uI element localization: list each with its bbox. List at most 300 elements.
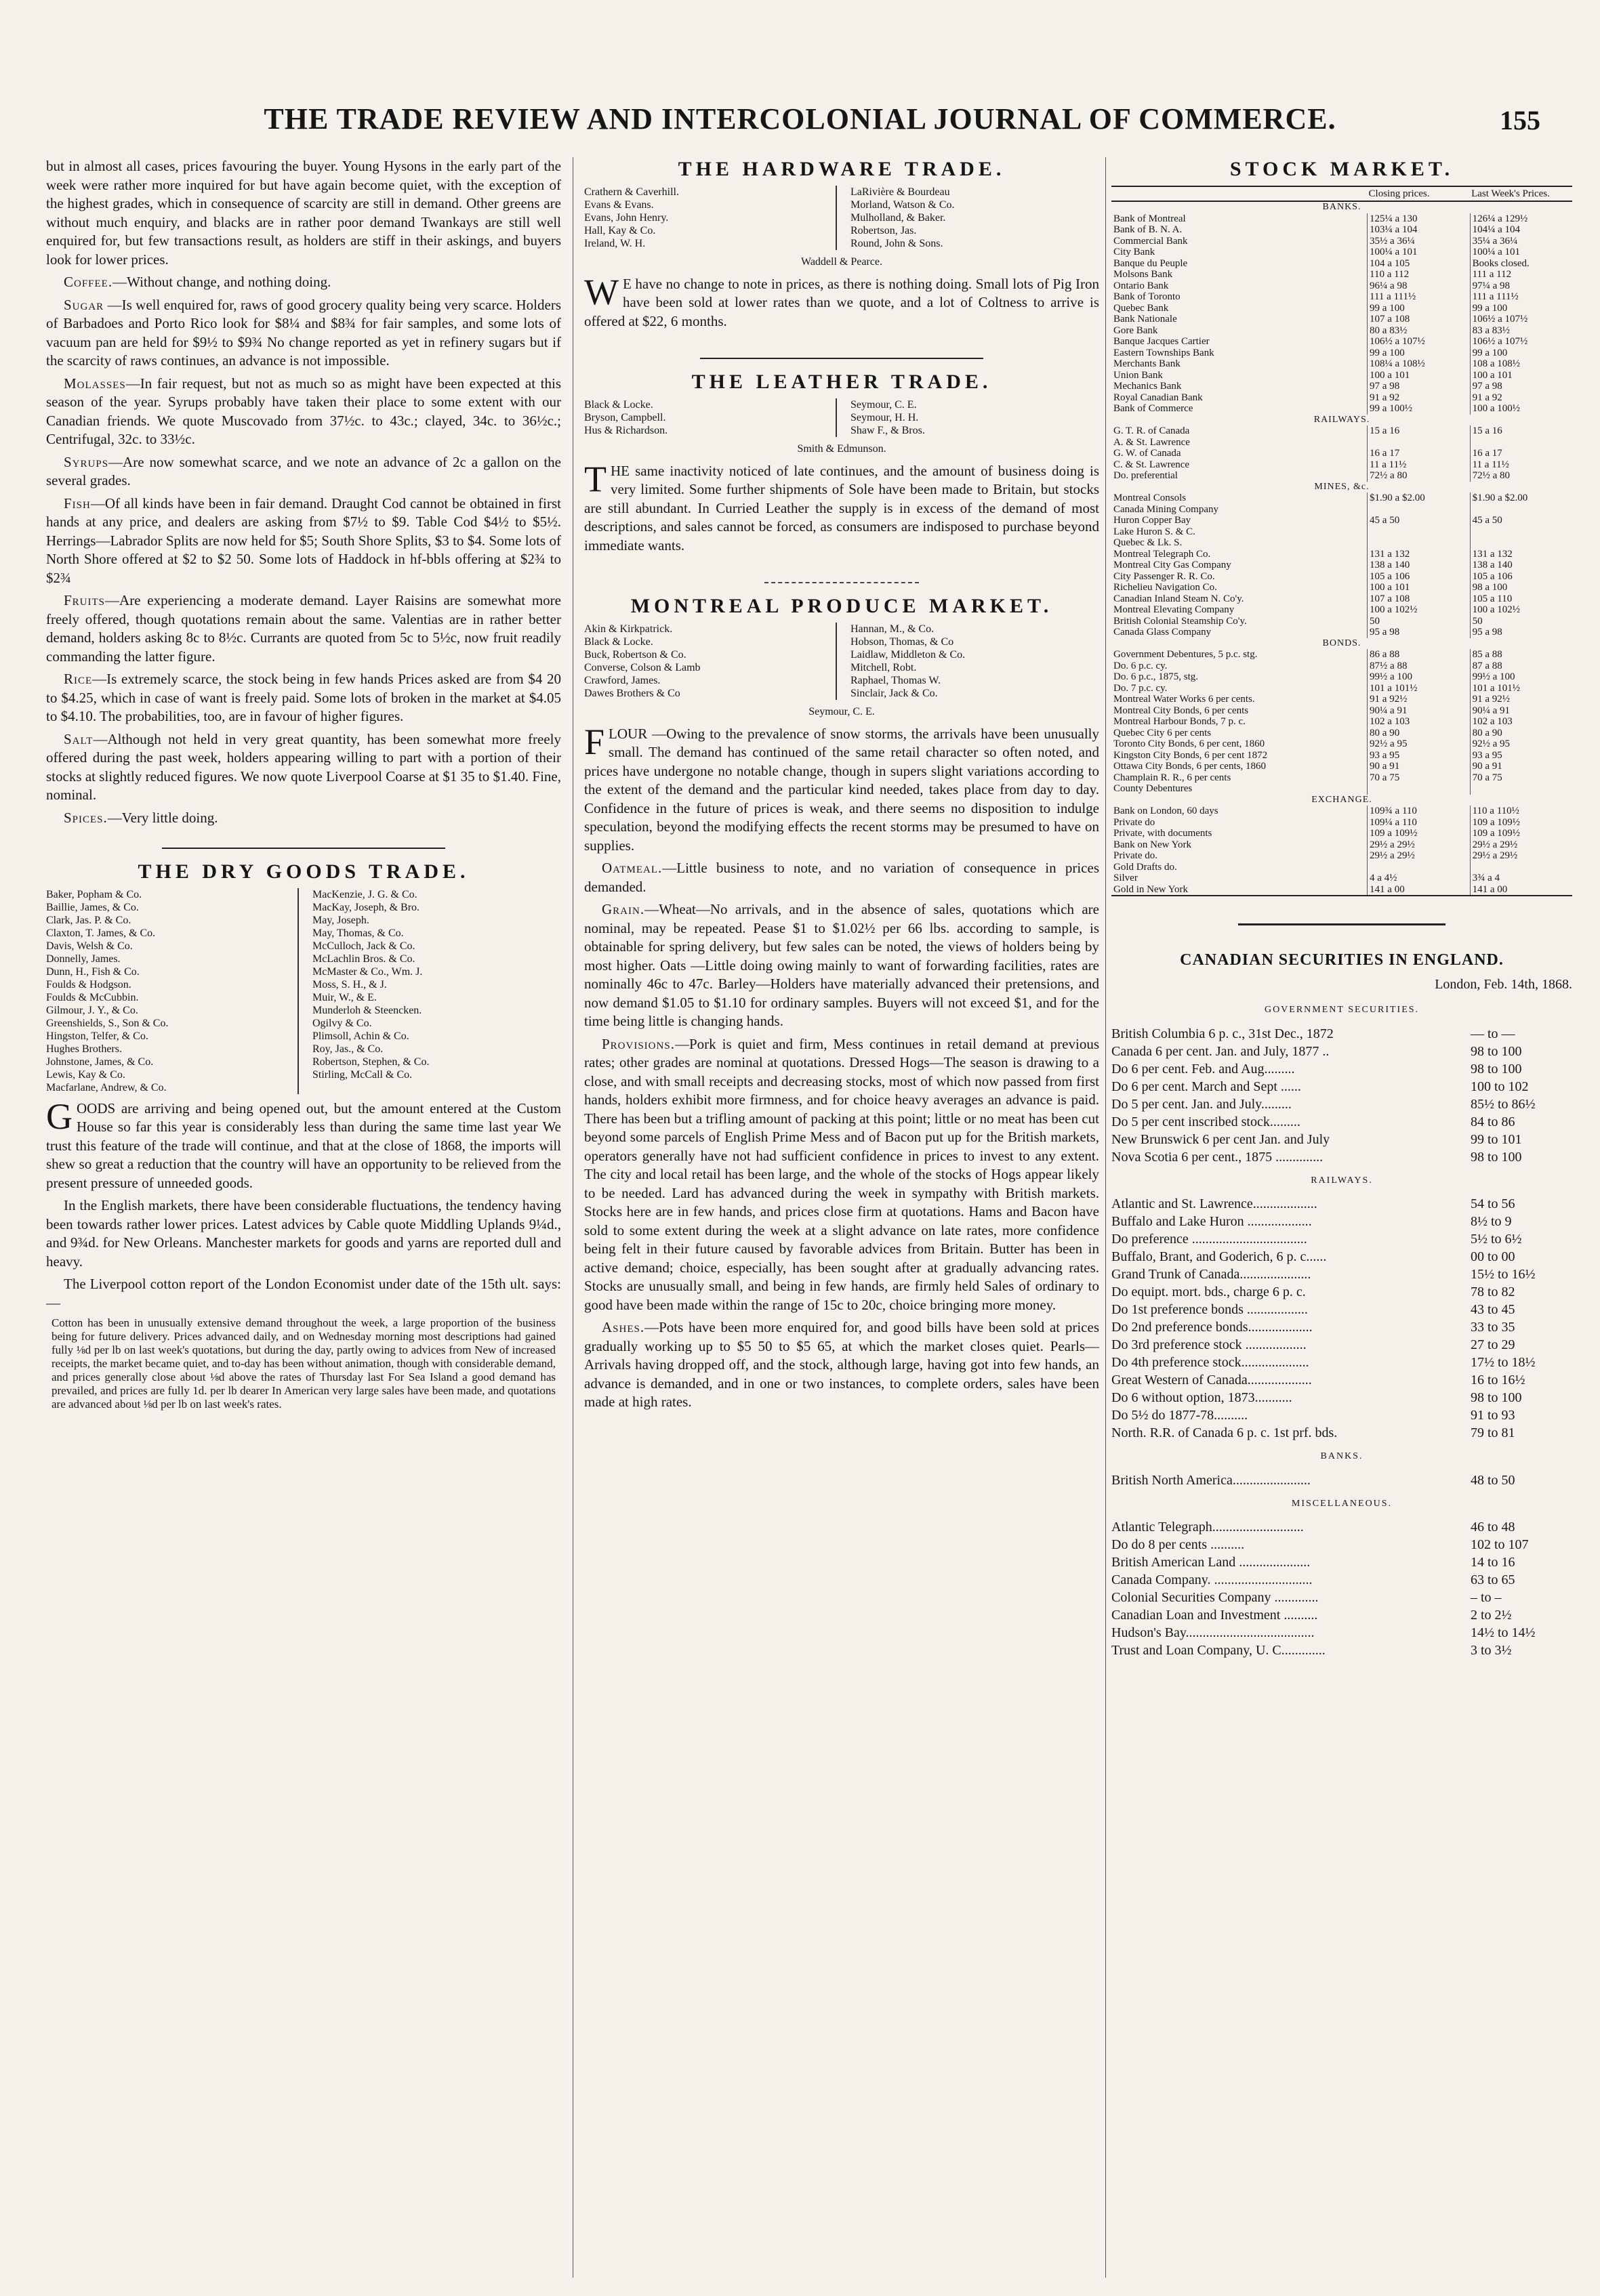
firm-name: Dunn, H., Fish & Co. xyxy=(46,965,140,978)
firm-name: Foulds & Hodgson. xyxy=(46,978,131,990)
security-row xyxy=(1111,1095,1572,1113)
security-row xyxy=(1111,1406,1572,1424)
last-week-price: 97¼ a 98 xyxy=(1470,280,1572,292)
firm-name: Greenshields, S., Son & Co. xyxy=(46,1017,169,1029)
stock-row xyxy=(1111,560,1572,571)
last-week-price: 72½ a 80 xyxy=(1470,470,1572,482)
security-price: 17½ to 18½ xyxy=(1471,1355,1536,1370)
firm-name: Munderloh & Steencken. xyxy=(312,1004,422,1016)
security-price: 43 to 45 xyxy=(1471,1302,1515,1317)
stock-name: G. W. of Canada xyxy=(1113,448,1181,459)
firm-name: Black & Locke. xyxy=(584,635,653,648)
stock-name: C. & St. Lawrence xyxy=(1113,459,1190,470)
last-week-price: 100 a 101 xyxy=(1470,370,1572,381)
closing-price: 86 a 88 xyxy=(1368,649,1471,661)
firm-name: Hobson, Thomas, & Co xyxy=(850,635,954,648)
stock-row xyxy=(1111,515,1572,526)
dry-goods-paragraph-2: In the English markets, there have been considerable fluctuations, the tendency having been towards rather lower prices. Latest advices by Cable quote Middling Uplands 9¼d., and 9¾d. for New Orleans. Manchester markets for goods and yarns are reported dull and heavy. xyxy=(46,1197,561,1270)
closing-price: 15 a 16 xyxy=(1368,425,1471,437)
stock-row xyxy=(1111,236,1572,247)
last-week-price: 99 a 100 xyxy=(1470,303,1572,314)
stock-row xyxy=(1111,291,1572,303)
firm-name: Evans & Evans. xyxy=(584,199,654,211)
security-row xyxy=(1111,1471,1572,1489)
security-row xyxy=(1111,1536,1572,1553)
security-row xyxy=(1111,1301,1572,1318)
security-name: Do 5 per cent. Jan. and July......... xyxy=(1111,1096,1292,1112)
security-name: Do equipt. mort. bds., charge 6 p. c. xyxy=(1111,1285,1306,1299)
last-week-price: Books closed. xyxy=(1470,258,1572,270)
item-text: —Of all kinds have been in fair demand. Draught Cod cannot be obtained in first hands at any price, and dealers are asking from $7½ to $9. Table Cod $4½ to $5½. Herrings—Labrador Splits are now held for $5; South Shore Splits, $3 to $4. Some lots of North Shore offered at $2 to $2 50. Some lots of Haddock in hf-bbls offering at $2¾ to $2¾ xyxy=(46,495,561,586)
stock-name: Bank Nationale xyxy=(1113,314,1177,325)
stock-name: Kingston City Bonds, 6 per cent 1872 xyxy=(1113,749,1268,761)
security-name: Canada Company. ............................. xyxy=(1111,1572,1313,1587)
firm-name: Roy, Jas., & Co. xyxy=(312,1043,384,1055)
closing-price: 16 a 17 xyxy=(1368,448,1471,459)
firm-name: MacKay, Joseph, & Bro. xyxy=(312,901,420,913)
stock-group-name: BONDS. xyxy=(1322,638,1361,648)
stock-name: Mechanics Bank xyxy=(1113,381,1182,392)
firm-name: Baillie, James, & Co. xyxy=(46,901,139,913)
firm-name: McLachlin Bros. & Co. xyxy=(312,953,415,965)
stock-row xyxy=(1111,683,1572,694)
col-header-name xyxy=(1111,186,1368,202)
closing-price: 99 a 100 xyxy=(1368,348,1471,359)
security-row xyxy=(1111,1318,1572,1336)
last-week-price: 90 a 91 xyxy=(1470,761,1572,772)
security-price: 2 to 2½ xyxy=(1471,1608,1512,1623)
security-price: 79 to 81 xyxy=(1471,1425,1515,1440)
item-label: Salt xyxy=(64,730,94,747)
stock-name: Lake Huron S. & C. xyxy=(1113,526,1195,537)
market-item xyxy=(46,296,561,371)
stock-name: Banque du Peuple xyxy=(1113,257,1188,269)
security-price: 14 to 16 xyxy=(1471,1555,1515,1570)
security-row xyxy=(1111,1371,1572,1389)
stock-name: Montreal Telegraph Co. xyxy=(1113,548,1211,560)
leather-firms-foot: Smith & Edmunson. xyxy=(797,442,886,455)
dry-goods-firms xyxy=(46,888,561,1094)
col-header-last-week: Last Week's Prices. xyxy=(1470,186,1572,202)
market-item xyxy=(46,670,561,726)
produce-title: MONTREAL PRODUCE MARKET. xyxy=(630,595,1053,617)
item-label: Fish xyxy=(64,495,91,512)
stock-row xyxy=(1111,370,1572,381)
last-week-price: 109 a 109½ xyxy=(1470,817,1572,829)
stock-row xyxy=(1111,862,1572,873)
stock-group-header xyxy=(1111,482,1572,493)
security-name: British North America....................... xyxy=(1111,1472,1311,1488)
stock-name: Montreal City Bonds, 6 per cents xyxy=(1113,705,1249,716)
last-week-price: 99 a 100 xyxy=(1470,348,1572,359)
firm-name: Gilmour, J. Y., & Co. xyxy=(46,1004,138,1016)
security-name: British Columbia 6 p. c., 31st Dec., 1872 xyxy=(1111,1026,1334,1041)
stock-row xyxy=(1111,504,1572,516)
stock-row xyxy=(1111,839,1572,851)
stock-name: Canadian Inland Steam N. Co'y. xyxy=(1113,593,1244,604)
stock-name: Huron Copper Bay xyxy=(1113,515,1191,526)
security-name: Canada 6 per cent. Jan. and July, 1877 .. xyxy=(1111,1043,1330,1059)
security-name: Grand Trunk of Canada..................... xyxy=(1111,1267,1311,1282)
security-price: 63 to 65 xyxy=(1471,1572,1515,1587)
last-week-price xyxy=(1470,537,1572,549)
security-name: Do 5½ do 1877-78.......... xyxy=(1111,1408,1248,1423)
stock-name: G. T. R. of Canada xyxy=(1113,425,1190,436)
stock-row xyxy=(1111,671,1572,683)
stock-row xyxy=(1111,817,1572,829)
firm-name: Seymour, H. H. xyxy=(850,411,919,423)
item-text: —Although not held in very great quantity, has been somewhat more freely offered during the past week, holders appearing willing to part with a portion of their stocks at slightly reduced figures. We now quote Liverpool Coarse at $1 35 to $1.40. Fine, nominal. xyxy=(46,730,561,803)
stock-group-name: MINES, &c. xyxy=(1314,481,1370,492)
last-week-price: 91 a 92½ xyxy=(1470,694,1572,705)
securities-subheading: MISCELLANEOUS. xyxy=(1291,1498,1393,1509)
stock-group-header xyxy=(1111,201,1572,213)
market-item xyxy=(584,900,1099,1031)
section-divider xyxy=(700,358,983,359)
stock-row xyxy=(1111,358,1572,370)
stock-row xyxy=(1111,593,1572,605)
section-divider xyxy=(162,848,445,849)
stock-name: Gold in New York xyxy=(1113,883,1189,895)
item-label: Ashes. xyxy=(602,1319,645,1335)
closing-price: 91 a 92 xyxy=(1368,392,1471,404)
firm-name: Buck, Robertson & Co. xyxy=(584,648,686,661)
security-price: 54 to 56 xyxy=(1471,1196,1515,1211)
column-right xyxy=(1111,157,1572,2278)
stock-name: Government Debentures, 5 p.c. stg. xyxy=(1113,649,1258,660)
produce-items xyxy=(584,859,1099,1412)
last-week-price: 126¼ a 129½ xyxy=(1470,213,1572,225)
security-name: Do 6 per cent. Feb. and Aug......... xyxy=(1111,1061,1295,1077)
firm-name: Hughes Brothers. xyxy=(46,1043,122,1055)
security-name: Atlantic and St. Lawrence................... xyxy=(1111,1196,1317,1211)
security-row xyxy=(1111,1131,1572,1148)
stock-row xyxy=(1111,783,1572,795)
security-name: Do 6 per cent. March and Sept ...... xyxy=(1111,1079,1301,1094)
market-item xyxy=(46,273,561,292)
firm-name: Seymour, C. E. xyxy=(850,398,917,411)
firm-name: Lewis, Kay & Co. xyxy=(46,1068,125,1081)
closing-price: 99 a 100½ xyxy=(1368,403,1471,415)
item-label: Sugar xyxy=(64,296,104,313)
last-week-price: 131 a 132 xyxy=(1470,549,1572,560)
stock-name: Royal Canadian Bank xyxy=(1113,392,1203,403)
stock-row xyxy=(1111,213,1572,225)
stock-row xyxy=(1111,303,1572,314)
security-price: 99 to 101 xyxy=(1471,1131,1522,1147)
closing-price: 108¼ a 108½ xyxy=(1368,358,1471,370)
stock-row xyxy=(1111,772,1572,784)
last-week-price: 35¼ a 36¼ xyxy=(1470,236,1572,247)
security-row xyxy=(1111,1389,1572,1406)
stock-name: Ottawa City Bonds, 6 per cents, 1860 xyxy=(1113,761,1266,772)
stock-name: Champlain R. R., 6 per cents xyxy=(1113,772,1231,783)
security-name: Do preference .................................. xyxy=(1111,1232,1307,1247)
column-middle xyxy=(584,157,1099,2278)
last-week-price: 101 a 101½ xyxy=(1470,683,1572,694)
securities-subheading: RAILWAYS. xyxy=(1311,1175,1373,1186)
stock-row xyxy=(1111,459,1572,471)
stock-row xyxy=(1111,694,1572,705)
stock-row xyxy=(1111,850,1572,862)
stock-row xyxy=(1111,806,1572,817)
security-row xyxy=(1111,1078,1572,1095)
security-name: Do 2nd preference bonds................... xyxy=(1111,1320,1313,1335)
last-week-price: 87 a 88 xyxy=(1470,661,1572,672)
stock-row xyxy=(1111,750,1572,761)
stock-row xyxy=(1111,280,1572,292)
security-name: Do 5 per cent inscribed stock......... xyxy=(1111,1114,1300,1129)
stock-name: Merchants Bank xyxy=(1113,358,1181,369)
security-row xyxy=(1111,1230,1572,1248)
closing-price: 104 a 105 xyxy=(1368,258,1471,270)
security-price: – to – xyxy=(1471,1590,1502,1605)
security-price: 15½ to 16½ xyxy=(1471,1267,1536,1282)
firm-name: Laidlaw, Middleton & Co. xyxy=(850,648,966,661)
closing-price: 109¼ a 110 xyxy=(1368,817,1471,829)
closing-price: 70 a 75 xyxy=(1368,772,1471,784)
security-price: 46 to 48 xyxy=(1471,1520,1515,1535)
closing-price: 101 a 101½ xyxy=(1368,683,1471,694)
security-price: 33 to 35 xyxy=(1471,1320,1515,1335)
column-left xyxy=(46,157,561,2278)
firm-name: Davis, Welsh & Co. xyxy=(46,940,133,952)
security-name: Do 1st preference bonds .................. xyxy=(1111,1302,1308,1317)
last-week-price: 98 a 100 xyxy=(1470,582,1572,593)
stock-name: Ontario Bank xyxy=(1113,280,1169,291)
closing-price: 11 a 11½ xyxy=(1368,459,1471,471)
hardware-firms-foot: Waddell & Pearce. xyxy=(801,255,882,268)
firm-name: MacKenzie, J. G. & Co. xyxy=(312,888,417,900)
closing-price: 109 a 109½ xyxy=(1368,828,1471,839)
security-row xyxy=(1111,1354,1572,1371)
last-week-price xyxy=(1470,783,1572,795)
security-price: 27 to 29 xyxy=(1471,1337,1515,1352)
stock-name: Banque Jacques Cartier xyxy=(1113,336,1210,347)
firm-name: May, Joseph. xyxy=(312,914,369,926)
stock-name: City Bank xyxy=(1113,247,1155,257)
last-week-price: 85 a 88 xyxy=(1470,649,1572,661)
stock-table-header xyxy=(1111,186,1572,202)
last-week-price: 11 a 11½ xyxy=(1470,459,1572,471)
security-price: 8½ to 9 xyxy=(1471,1214,1512,1229)
firm-name: Plimsoll, Achin & Co. xyxy=(312,1030,409,1042)
closing-price xyxy=(1368,504,1471,516)
stock-row xyxy=(1111,425,1572,437)
security-row xyxy=(1111,1148,1572,1166)
security-name: New Brunswick 6 per cent Jan. and July xyxy=(1111,1131,1330,1147)
firm-name: Johnstone, James, & Co. xyxy=(46,1056,154,1068)
security-price: 85½ to 86½ xyxy=(1471,1096,1536,1112)
security-price: 3 to 3½ xyxy=(1471,1643,1512,1658)
closing-price xyxy=(1368,862,1471,873)
security-price: — to — xyxy=(1471,1026,1515,1041)
security-row xyxy=(1111,1060,1572,1078)
securities-list xyxy=(1111,1001,1572,1659)
closing-price: 105 a 106 xyxy=(1368,571,1471,583)
stock-name: Bank of Toronto xyxy=(1113,291,1181,302)
item-label: Molasses xyxy=(64,375,126,392)
firm-name: Ireland, W. H. xyxy=(584,237,646,249)
stock-name: Eastern Townships Bank xyxy=(1113,347,1214,358)
last-week-price: 106½ a 107½ xyxy=(1470,314,1572,325)
security-row xyxy=(1111,1606,1572,1624)
security-name: Buffalo, Brant, and Goderich, 6 p. c...... xyxy=(1111,1249,1327,1264)
closing-price: 95 a 98 xyxy=(1368,627,1471,638)
security-name: Atlantic Telegraph........................... xyxy=(1111,1520,1304,1535)
security-row xyxy=(1111,1248,1572,1266)
closing-price: 107 a 108 xyxy=(1368,593,1471,605)
stock-name: Quebec City 6 per cents xyxy=(1113,727,1212,738)
firms-right-list xyxy=(846,186,1099,250)
page-number: 155 xyxy=(1500,105,1540,135)
item-label: Provisions. xyxy=(602,1035,675,1052)
item-text: —Is well enquired for, raws of good grocery quality being very scarce. Holders of Barbadoes and Porto Rico look for $8¼ and $8¾ for fair samples, and some lots of vacuum pan are held for $9½ to $9¾ No change reported as yet in refinery sugars but if the scarcity of raws continues, an advance is not impossible. xyxy=(46,296,561,369)
firms-left-list xyxy=(584,398,837,437)
stock-name: Private, with documents xyxy=(1113,828,1212,839)
column-rule-2 xyxy=(1105,157,1106,2278)
firms-left-list xyxy=(584,623,837,700)
stock-row xyxy=(1111,828,1572,839)
stock-row xyxy=(1111,526,1572,538)
stock-row xyxy=(1111,403,1572,415)
stock-name: Quebec Bank xyxy=(1113,302,1169,314)
stock-row xyxy=(1111,336,1572,348)
dry-goods-paragraph-3: The Liverpool cotton report of the London Economist under date of the 15th ult. says:— xyxy=(46,1276,561,1311)
produce-firms xyxy=(584,623,1099,700)
closing-price: 106½ a 107½ xyxy=(1368,336,1471,348)
firm-name: Robertson, Jas. xyxy=(850,224,917,236)
last-week-price: 3¾ a 4 xyxy=(1470,873,1572,884)
security-name: Do do 8 per cents .......... xyxy=(1111,1537,1245,1552)
stock-name: Bank of B. N. A. xyxy=(1113,224,1183,235)
firms-left-list xyxy=(584,186,837,250)
closing-price xyxy=(1368,526,1471,538)
hardware-firms xyxy=(584,186,1099,250)
stock-row xyxy=(1111,661,1572,672)
stock-name: Private do. xyxy=(1113,850,1157,861)
section-divider xyxy=(764,582,919,583)
security-row xyxy=(1111,1113,1572,1131)
stock-name: Do. 6 p.c., 1875, stg. xyxy=(1113,671,1198,682)
last-week-price: 99½ a 100 xyxy=(1470,671,1572,683)
closing-price: 45 a 50 xyxy=(1368,515,1471,526)
stock-row xyxy=(1111,381,1572,392)
firms-right-list xyxy=(846,398,1099,437)
stock-group-name: RAILWAYS. xyxy=(1313,414,1370,425)
firm-name: Moss, S. H., & J. xyxy=(312,978,387,990)
stock-name: Canada Mining Company xyxy=(1113,503,1218,515)
last-week-price: 111 a 112 xyxy=(1470,269,1572,280)
closing-price: 80 a 83½ xyxy=(1368,325,1471,337)
security-row xyxy=(1111,1043,1572,1060)
closing-price: 91 a 92½ xyxy=(1368,694,1471,705)
produce-firms-foot: Seymour, C. E. xyxy=(808,705,875,717)
last-week-price: 45 a 50 xyxy=(1470,515,1572,526)
firm-name: Black & Locke. xyxy=(584,398,653,411)
closing-price: 92½ a 95 xyxy=(1368,738,1471,750)
last-week-price: 83 a 83½ xyxy=(1470,325,1572,337)
last-week-price: 16 a 17 xyxy=(1470,448,1572,459)
closing-price: 99½ a 100 xyxy=(1368,671,1471,683)
last-week-price: 90¼ a 91 xyxy=(1470,705,1572,717)
closing-price: 35½ a 36¼ xyxy=(1368,236,1471,247)
closing-price: 107 a 108 xyxy=(1368,314,1471,325)
closing-price: 4 a 4½ xyxy=(1368,873,1471,884)
stock-row xyxy=(1111,269,1572,280)
tea-paragraph: but in almost all cases, prices favouring the buyer. Young Hysons in the early part of the week were rather more inquired for but have again become quiet, with the exception of the highest grades, which in consequence of scarcity are still in demand. Other greens are without much enquiry, and blacks are in rather poor demand Twankays are still well enquired for, but few transactions result, as holders are stiff in their askings, and buyers look for lower prices. xyxy=(46,158,561,268)
stock-name: Montreal Water Works 6 per cents. xyxy=(1113,694,1255,705)
stock-group-header xyxy=(1111,638,1572,650)
grocery-items xyxy=(46,273,561,827)
hardware-title: THE HARDWARE TRADE. xyxy=(678,158,1006,180)
item-text: —Little business to note, and no variation of consequence in prices demanded. xyxy=(584,860,1099,895)
dry-goods-paragraph-1: GOODS are arriving and being opened out, but the amount entered at the Custom House so far this year is considerably less than during the same time last year We trust this feature of the trade will continue, and that at the close of 1868, the imports will shew so great a reduction that the country will have an opportunity to be relieved from the present pressure of unneeded goods. xyxy=(46,1095,561,1191)
closing-price: 93 a 95 xyxy=(1368,750,1471,761)
last-week-price: 100¼ a 101 xyxy=(1470,247,1572,258)
security-price: 00 to 00 xyxy=(1471,1249,1515,1264)
last-week-price: 100 a 100½ xyxy=(1470,403,1572,415)
security-name: Do 3rd preference stock .................. xyxy=(1111,1337,1307,1352)
stock-name: Do. 6 p.c. cy. xyxy=(1113,660,1168,671)
item-label: Rice xyxy=(64,671,93,687)
securities-subheading: BANKS. xyxy=(1320,1451,1363,1461)
stock-name: Molsons Bank xyxy=(1113,269,1173,280)
firm-name: Mitchell, Robt. xyxy=(850,661,917,673)
firm-name: Morland, Watson & Co. xyxy=(850,199,955,211)
security-price: 78 to 82 xyxy=(1471,1285,1515,1299)
stock-name: County Debentures xyxy=(1113,783,1193,794)
stock-name: Richelieu Navigation Co. xyxy=(1113,582,1217,593)
stock-name: City Passenger R. R. Co. xyxy=(1113,570,1215,582)
security-price: 14½ to 14½ xyxy=(1471,1625,1536,1640)
item-text: —Pork is quiet and firm, Mess continues in retail demand at previous rates; other grades are nominal at quotations. Dressed Hogs—The season is drawing to a close, and with small receipts and decreasing stocks, most of which now passed from first hands, holders exhibit more firmness, and for choice heavy averages an advance is paid. There has been but a trifling amount of packing at this point; little or no meat has been cut beyond some parcels of English Prime Mess and of Bacon put up for the British markets, operators generally have not had sufficient confidence in prices to invest to any extent. The city and local retail has been large, and the whole of the stocks of Hogs appear likely to be needed. Lard has advanced during the week in sympathy with British markets. Stocks here are in few hands, and prices close firm at quotations. Hams and Bacon have sold to some extent during the week at a slight advance on late rates, more confidence being felt in their future caused by favorable advices from Britain. Butter has been in active demand; choice, especially, has been sought after at gradually advancing rates. Stocks are unusually small, and being in few hands, are firmly held Sales of ordinary to good have been made within the range of 15c to 20c, choice bringing more money. xyxy=(584,1035,1099,1313)
security-price: 98 to 100 xyxy=(1471,1149,1522,1165)
market-item xyxy=(46,453,561,490)
item-label: Syrups xyxy=(64,453,109,470)
closing-price: 96¼ a 98 xyxy=(1368,280,1471,292)
closing-price: 141 a 00 xyxy=(1368,884,1471,896)
closing-price: 100 a 102½ xyxy=(1368,604,1471,616)
last-week-price: 95 a 98 xyxy=(1470,627,1572,638)
security-name: Canadian Loan and Investment .......... xyxy=(1111,1608,1318,1623)
item-label: Oatmeal. xyxy=(602,860,663,876)
closing-price: 87½ a 88 xyxy=(1368,661,1471,672)
security-row xyxy=(1111,1336,1572,1354)
security-price: 48 to 50 xyxy=(1471,1472,1515,1488)
firm-name: LaRivière & Bourdeau xyxy=(850,186,950,198)
stock-row xyxy=(1111,604,1572,616)
securities-title: CANADIAN SECURITIES IN ENGLAND. xyxy=(1180,951,1504,969)
item-label: Fruits xyxy=(64,592,106,608)
stock-table-bottom-rule xyxy=(1111,895,1572,896)
security-name: British American Land ..................... xyxy=(1111,1555,1311,1570)
last-week-price xyxy=(1470,437,1572,448)
firm-name: May, Thomas, & Co. xyxy=(312,927,404,939)
firm-name: Crathern & Caverhill. xyxy=(584,186,679,198)
security-row xyxy=(1111,1195,1572,1213)
firms-right-list xyxy=(308,888,561,1094)
last-week-price: 138 a 140 xyxy=(1470,560,1572,571)
closing-price xyxy=(1368,437,1471,448)
securities-dateline: London, Feb. 14th, 1868. xyxy=(1435,976,1572,992)
stock-group-name: EXCHANGE. xyxy=(1311,794,1372,805)
stock-name: Toronto City Bonds, 6 per cent, 1860 xyxy=(1113,738,1265,749)
last-week-price: 70 a 75 xyxy=(1470,772,1572,784)
stock-name: Bank on London, 60 days xyxy=(1113,806,1218,816)
market-item xyxy=(46,495,561,588)
market-item xyxy=(584,859,1099,896)
